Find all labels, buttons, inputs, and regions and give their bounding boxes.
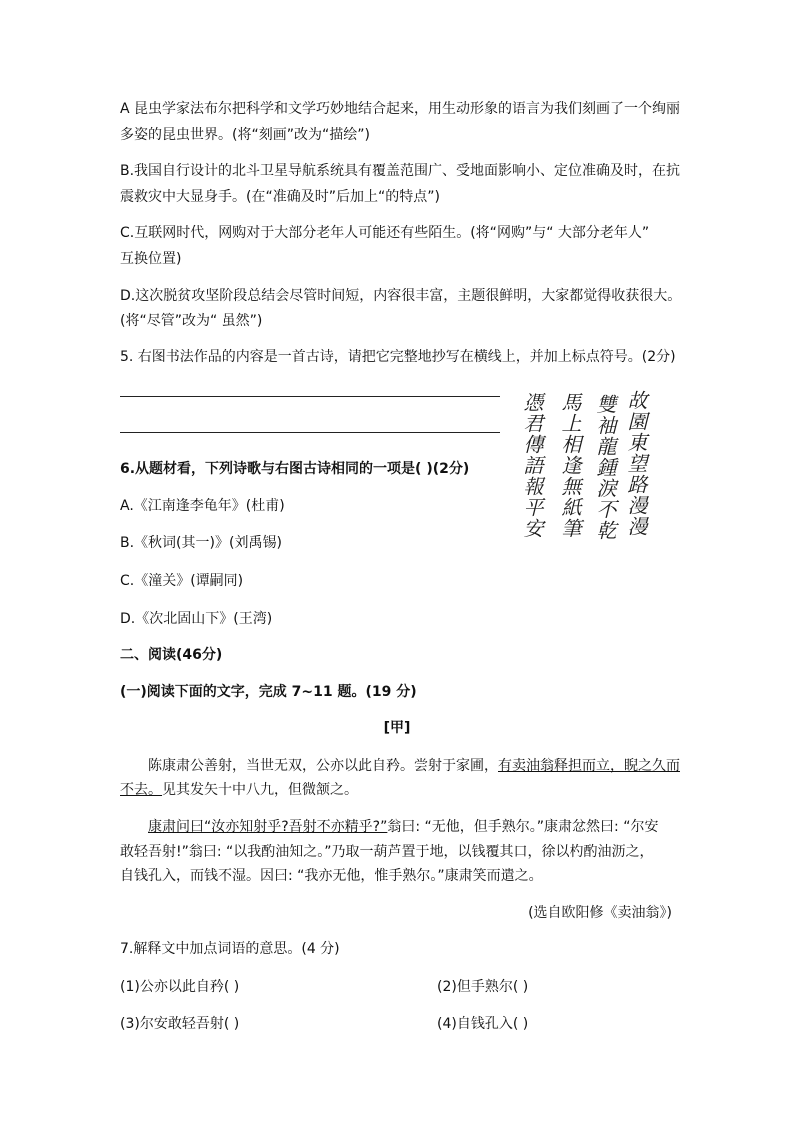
option-b-line1: B.我国自行设计的北斗卫星导航系统具有覆盖范围广、受地面影响小、定位准确及时，在抗 — [120, 163, 681, 179]
passage-source: (选自欧阳修《卖油翁》) — [528, 905, 672, 921]
section-2-title: 二、阅读(46分) — [120, 647, 223, 663]
option-a-line2: 多姿的昆虫世界。(将“刻画”改为“描绘”) — [120, 127, 370, 143]
option-c-line1: C.互联网时代，网购对于大部分老年人可能还有些陌生。(将“网购”与“ 大部分老年人” — [120, 225, 650, 241]
option-b-line2: 震救灾中大显身手。(在“准确及时”后加上“的特点”) — [120, 189, 440, 205]
question-6-stem: 6.从题材看，下列诗歌与右图古诗相同的一项是( )(2分) — [120, 461, 470, 477]
answer-line-2[interactable] — [120, 432, 500, 433]
option-d-line2: (将“尽管”改为“ 虽然”) — [120, 313, 263, 329]
section-2-subtitle: (一)阅读下面的文字，完成 7~11 题。(19 分) — [120, 684, 417, 700]
question-6-option-d: D.《次北固山下》(王湾) — [120, 611, 273, 627]
question-6-option-c: C.《潼关》(谭嗣同) — [120, 573, 244, 589]
question-7-item-3[interactable]: (3)尔安敢轻吾射( ) — [120, 1016, 240, 1032]
passage-p2-line1 — [148, 816, 658, 836]
question-6-option-a: A.《江南逢李龟年》(杜甫) — [120, 498, 285, 514]
calligraphy-column-3: 馬上相逢無紙筆 — [558, 392, 582, 539]
passage-heading: [甲] — [383, 720, 411, 736]
option-c-line2: 互换位置) — [120, 251, 182, 267]
question-7-item-2[interactable]: (2)但手熟尔( ) — [437, 979, 529, 995]
passage-p1-line1 — [148, 755, 680, 775]
passage-p2-line2: 敢轻吾射!”翁曰: “以我酌油知之。”乃取一葫芦置于地，以钱覆其口，徐以杓酌油沥之， — [120, 844, 654, 860]
passage-p2-line3: 自钱孔入，而钱不湿。因曰: “我亦无他，惟手熟尔。”康肃笑而遣之。 — [120, 868, 543, 884]
passage-p1-line2-plain: 见其发矢十中八九，但微颔之。 — [162, 782, 358, 798]
question-7-item-4[interactable]: (4)自钱孔入( ) — [437, 1016, 529, 1032]
calligraphy-column-2: 雙袖龍鍾淚不乾 — [593, 394, 617, 541]
passage-p1-line2-underlined: 不去。 — [120, 782, 162, 798]
answer-line-1[interactable] — [120, 396, 500, 397]
question-7-item-1[interactable]: (1)公亦以此自矜( ) — [120, 979, 240, 995]
passage-p1-line1-underlined: 有卖油翁释担而立，睨之久而 — [498, 758, 680, 774]
option-d-line1: D.这次脱贫攻坚阶段总结会尽管时间短，内容很丰富，主题很鲜明，大家都觉得收获很大。 — [120, 288, 682, 304]
passage-p2-line1-underlined: 康肃问曰“汝亦知射乎?吾射不亦精乎?” — [148, 819, 388, 835]
option-a-line1: A 昆虫学家法布尔把科学和文学巧妙地结合起来，用生动形象的语言为我们刻画了一个绚丽 — [120, 101, 681, 117]
calligraphy-column-4: 憑君傳語報平安 — [520, 392, 544, 539]
question-6-option-b: B.《秋词(其一)》(刘禹锡) — [120, 535, 282, 551]
question-7-stem: 7.解释文中加点词语的意思。(4 分) — [120, 941, 340, 957]
passage-p1-line1-plain: 陈康肃公善射，当世无双，公亦以此自矜。尝射于家圃， — [148, 758, 498, 774]
question-5: 5. 右图书法作品的内容是一首古诗，请把它完整地抄写在横线上，并加上标点符号。(2分) — [120, 349, 676, 365]
passage-p2-line1-plain: 翁曰: “无他，但手熟尔。”康肃忿然曰: “尔安 — [387, 819, 659, 835]
calligraphy-artwork — [515, 390, 650, 550]
calligraphy-column-1: 故園東望路漫漫 — [624, 390, 648, 537]
passage-p1-line2 — [120, 779, 358, 799]
